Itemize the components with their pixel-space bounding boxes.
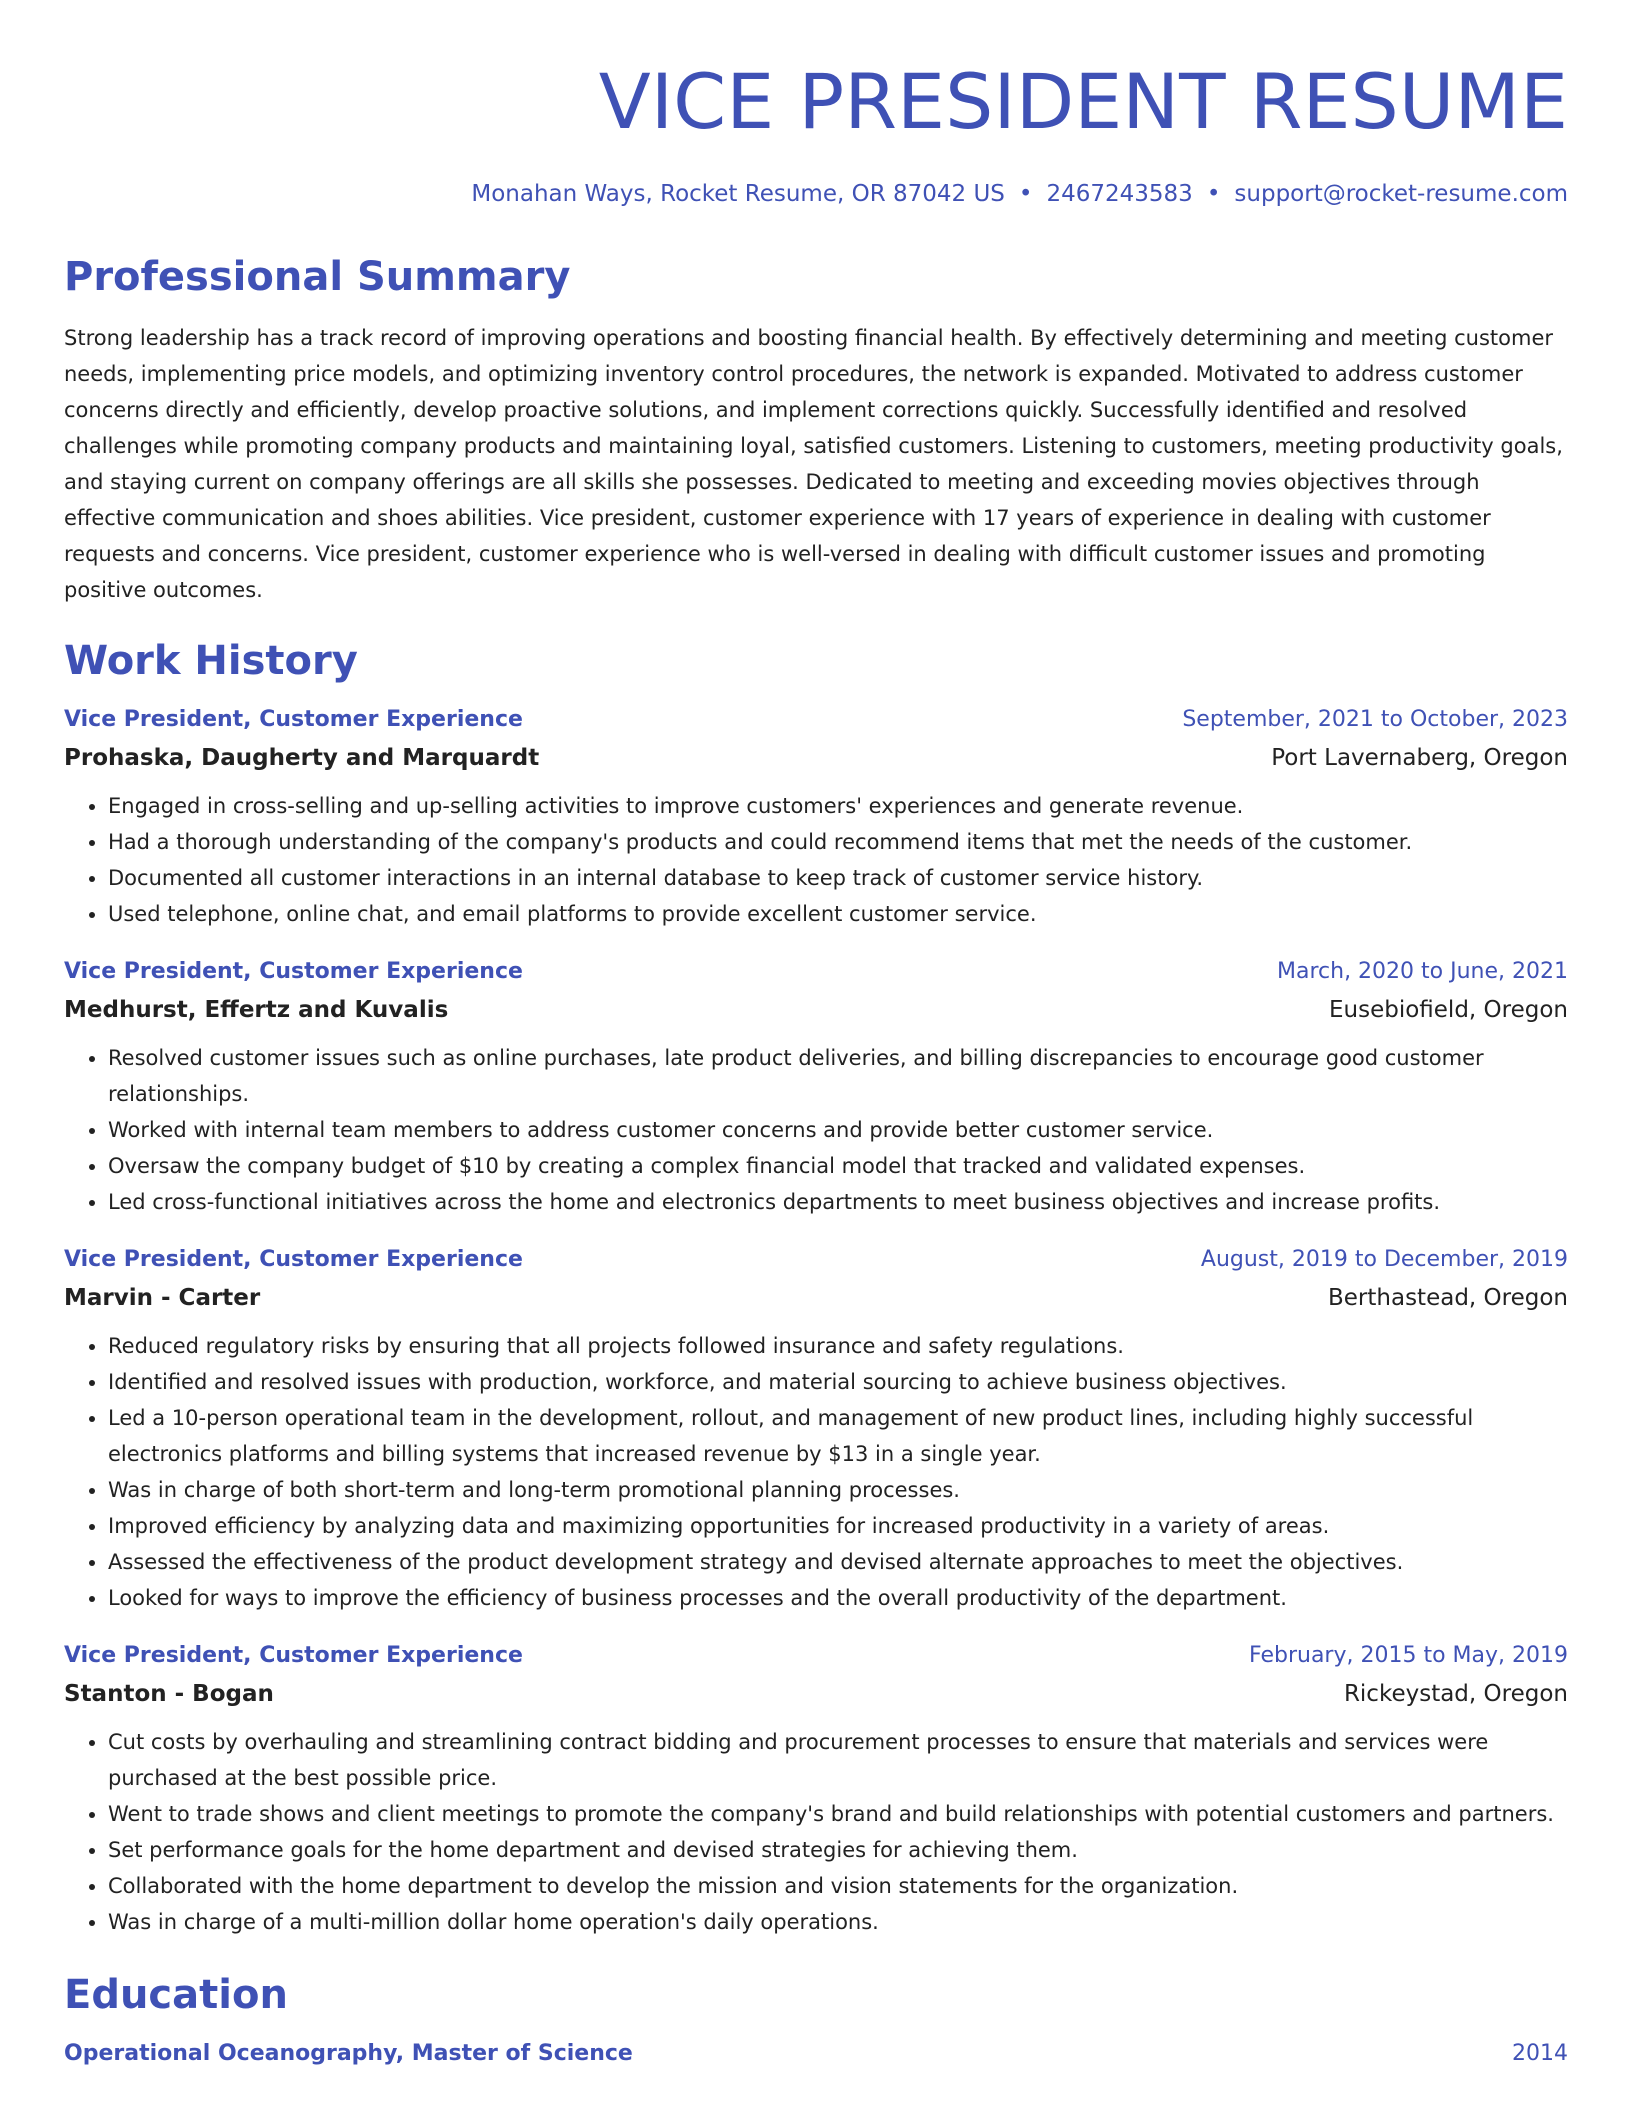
job-bullet: • Assessed the effectiveness of the product development strategy and devised alternate approaches to meet the objectives. [108,1544,1568,1580]
job-entry [64,1638,1568,1940]
job-location: Eusebiofield, Oregon [1328,997,1568,1023]
job-bullets [64,1724,1568,1940]
job-dates: August, 2019 to December, 2019 [1200,1247,1568,1272]
job-bullet: • Led cross-functional initiatives across the home and electronics departments to meet business objectives and increase profits. [108,1184,1568,1220]
contact-email: support@rocket-resume.com [1234,181,1568,207]
job-bullets [64,1328,1568,1616]
job-company: Medhurst, Effertz and Kuvalis [64,997,449,1023]
job-location: Port Lavernaberg, Oregon [1271,745,1568,771]
education-section [64,1968,1568,2072]
job-bullet: • Used telephone, online chat, and email platforms to provide excellent customer service. [108,896,1568,932]
job-dates: March, 2020 to June, 2021 [1277,959,1568,984]
job-location: Rickeystad, Oregon [1343,1681,1568,1707]
job-title: Vice President, Customer Experience [64,959,523,984]
job-bullet: • Reduced regulatory risks by ensuring that all projects followed insurance and safety regulations. [108,1328,1568,1364]
job-bullet: • Was in charge of a multi-million dollar home operation's daily operations. [108,1904,1568,1940]
contact-line [64,176,1568,212]
contact-address: Monahan Ways, Rocket Resume, OR 87042 US [471,181,1005,207]
job-bullet: • Set performance goals for the home department and devised strategies for achieving them. [108,1832,1568,1868]
job-dates: September, 2021 to October, 2023 [1182,707,1568,732]
job-bullet: • Worked with internal team members to address customer concerns and provide better customer service. [108,1112,1568,1148]
contact-separator: • [1206,181,1221,207]
job-title: Vice President, Customer Experience [64,1247,523,1272]
job-bullet: • Went to trade shows and client meetings to promote the company's brand and build relationships with potential customers and partners. [108,1796,1568,1832]
job-location: Berthastead, Oregon [1328,1285,1568,1311]
job-entry [64,702,1568,932]
job-bullets [64,788,1568,932]
job-bullet: • Improved efficiency by analyzing data and maximizing opportunities for increased productivity in a variety of areas. [108,1508,1568,1544]
job-bullet: • Led a 10-person operational team in the development, rollout, and management of new product lines, including highly successful electronics platforms and billing systems that increased revenue by $13 in a single year. [108,1400,1568,1472]
job-bullet: • Collaborated with the home department to develop the mission and vision statements for the organization. [108,1868,1568,1904]
job-company: Marvin - Carter [64,1285,261,1311]
job-bullet: • Had a thorough understanding of the company's products and could recommend items that met the needs of the customer. [108,824,1568,860]
job-bullet: • Documented all customer interactions in an internal database to keep track of customer service history. [108,860,1568,896]
work-history-section [64,634,1568,1940]
section-title-education: Education [64,1972,288,2018]
job-bullet: • Looked for ways to improve the efficiency of business processes and the overall productivity of the department. [108,1580,1568,1616]
job-bullet: • Engaged in cross-selling and up-selling activities to improve customers' experiences and generate revenue. [108,788,1568,824]
job-title: Vice President, Customer Experience [64,1643,523,1668]
summary-text: Strong leadership has a track record of improving operations and boosting financial health. By effectively determining and meeting customer needs, implementing price models, and optimizing inventory control procedures, the network is expanded. Motivated to address customer concerns directly and efficiently, develop proactive solutions, and implement corrections quickly. Successfully identified and resolved challenges while promoting company products and maintaining loyal, satisfied customers. Listening to customers, meeting productivity goals, and staying current on company offerings are all skills she possesses. Dedicated to meeting and exceeding movies objectives through effective communication and shoes abilities. Vice president, customer experience with 17 years of experience in dealing with customer requests and concerns. Vice president, customer experience who is well-versed in dealing with difficult customer issues and promoting positive outcomes. [64,326,1563,602]
job-company: Stanton - Bogan [64,1681,274,1707]
job-dates: February, 2015 to May, 2019 [1249,1643,1568,1668]
job-entry [64,1242,1568,1616]
job-bullet: • Cut costs by overhauling and streamlining contract bidding and procurement processes to ensure that materials and services were purchased at the best possible price. [108,1724,1568,1796]
contact-separator: • [1018,181,1033,207]
contact-phone: 2467243583 [1046,181,1193,207]
job-bullet: • Identified and resolved issues with production, workforce, and material sourcing to achieve business objectives. [108,1364,1568,1400]
resume-header [64,0,1568,212]
section-title-summary: Professional Summary [64,254,571,300]
job-bullet: • Oversaw the company budget of $10 by creating a complex financial model that tracked and validated expenses. [108,1148,1568,1184]
resume-name: VICE PRESIDENT RESUME [598,57,1568,146]
education-year: 2014 [1512,2041,1568,2066]
job-bullets [64,1040,1568,1220]
job-bullet: • Resolved customer issues such as online purchases, late product deliveries, and billing discrepancies to encourage good customer relationships. [108,1040,1568,1112]
job-entry [64,954,1568,1220]
job-company: Prohaska, Daugherty and Marquardt [64,745,540,771]
education-degree: Operational Oceanography, Master of Science [64,2041,633,2066]
section-title-work-history: Work History [64,638,358,684]
professional-summary-section [64,250,1568,608]
job-title: Vice President, Customer Experience [64,707,523,732]
job-bullet: • Was in charge of both short-term and long-term promotional planning processes. [108,1472,1568,1508]
